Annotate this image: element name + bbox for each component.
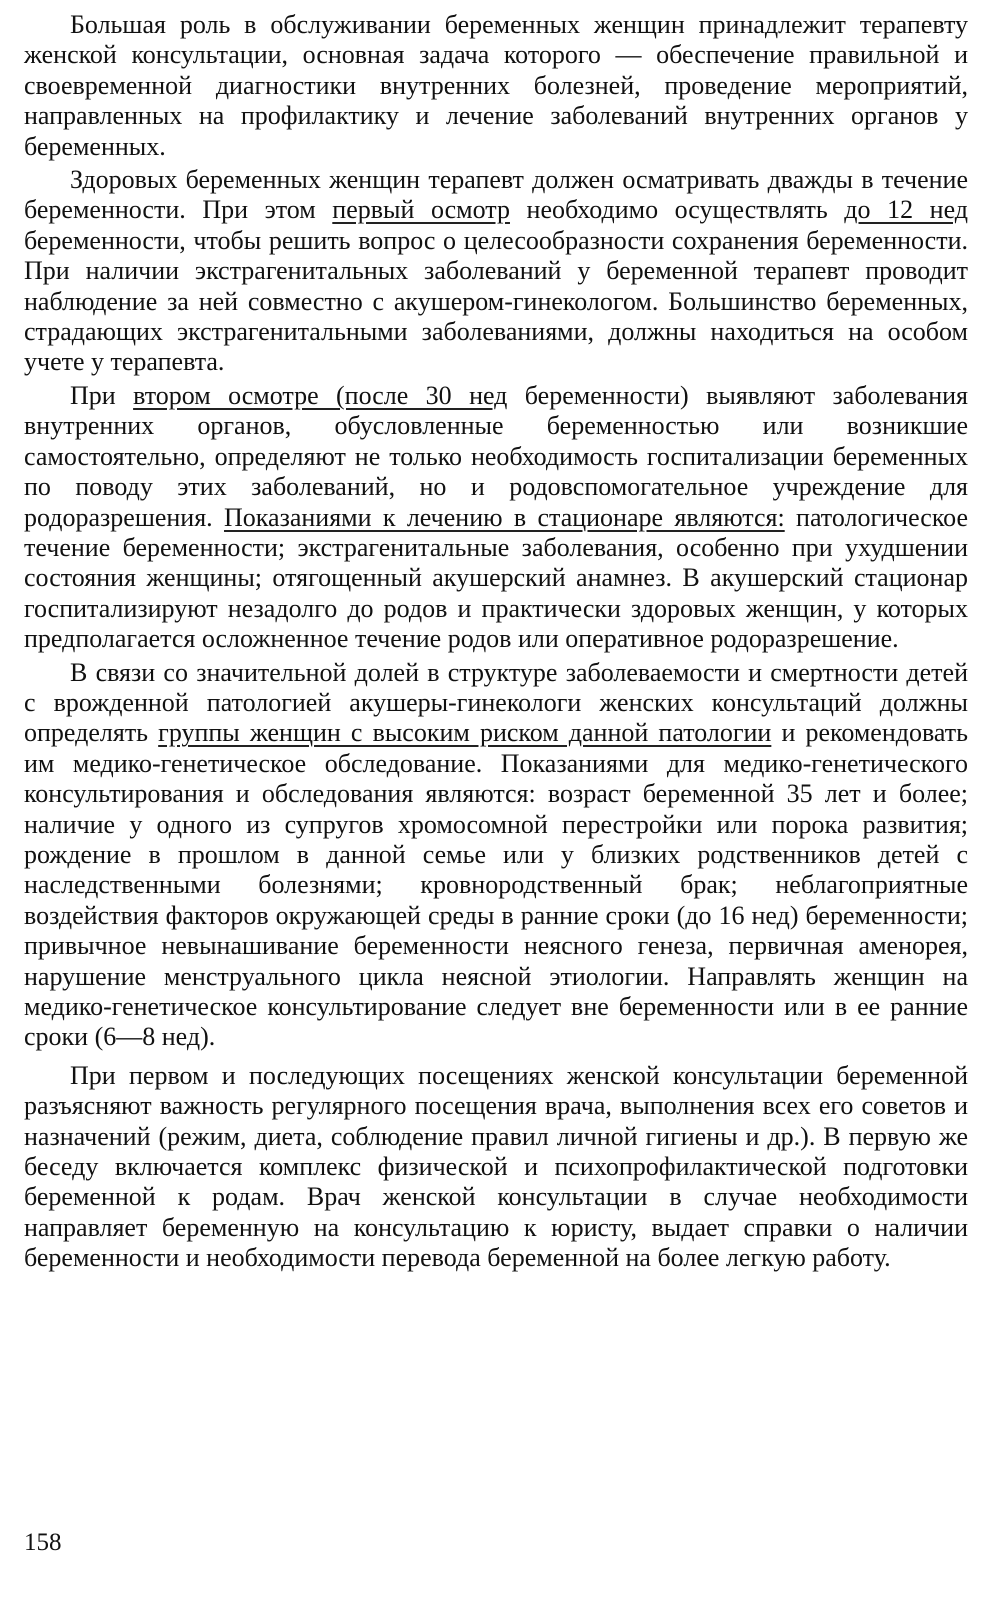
text-segment: При bbox=[70, 380, 134, 410]
document-page bbox=[24, 10, 968, 1590]
paragraph-5 bbox=[24, 1061, 968, 1274]
underlined-passage: до 12 нед bbox=[844, 195, 968, 225]
text-segment: Большая роль в обслуживании беременных женщин принадлежит терапевту женской консультации, основная задача которого — обеспечение правильной и своевременной диагностики внутренних болезней, проведение мероприятий, направленных на профилактику и лечение заболеваний внутренних органов у беременных. bbox=[24, 10, 968, 161]
paragraph-2 bbox=[24, 165, 968, 378]
underlined-passage: группы женщин с высоким риском данной патологии bbox=[158, 718, 772, 748]
text-segment: необходимо осуществлять bbox=[509, 195, 845, 225]
paragraph-1 bbox=[24, 10, 968, 162]
underlined-passage: Показаниями к лечению в стационаре являются: bbox=[224, 502, 785, 532]
text-segment: Здоровых беременных женщин терапевт должен осматривать дважды в течение беременности. При этом bbox=[24, 165, 968, 225]
page-number: 158 bbox=[24, 1529, 62, 1556]
underlined-passage: втором осмотре (после 30 нед bbox=[133, 380, 508, 410]
underlined-passage: первый осмотр bbox=[332, 195, 510, 225]
text-segment: патологическое течение беременности; экстрагенитальные заболевания, особенно при ухудшении состояния женщины; отягощенный акушерский анамнез. В акушерский стационар госпитализируют незадолго до родов и практически здоровых женщин, у которых предполагается осложненное течение родов или оперативное родоразрешение. bbox=[24, 502, 969, 654]
text-segment: В связи со значительной долей в структуре заболеваемости и смертности детей с врожденной патологией акушеры-гинекологи женских консультаций должны определять bbox=[24, 657, 968, 748]
text-segment: беременности) выявляют заболевания внутренних органов, обусловленные беременностью или возникшие самостоятельно, определяют не только необходимость госпитализации беременных по поводу этих заболеваний, но и родовспомогательное учреждение для родоразрешения. bbox=[24, 380, 968, 532]
paragraph-4 bbox=[24, 658, 968, 1053]
paragraph-3 bbox=[24, 381, 968, 655]
text-segment: беременности, чтобы решить вопрос о целесообразности сохранения беременности. При наличии экстрагенитальных заболеваний у беременной терапевт проводит наблюдение за ней совместно с акушером-гинекологом. Большинство беременных, страдающих экстрагенитальными заболеваниями, должны находиться на особом учете у терапевта. bbox=[24, 225, 968, 377]
body-text bbox=[24, 10, 968, 1274]
text-segment: и рекомендовать им медико-генетическое обследование. Показаниями для медико-генетического консультирования и обследования являются: возраст беременной 35 лет и более; наличие у одного из супругов хромосомной перестройки или порока развития; рождение в прошлом в данной семье или у близких родственников детей с наследственными болезнями; кровнородственный брак; неблагоприятные воздействия факторов окружающей среды в ранние сроки (до 16 нед) беременности; привычное невынашивание беременности неясного генеза, первичная аменорея, нарушение менструального цикла неясной этиологии. Направлять женщин на медико-генетическое консультирование следует вне беременности или в ее ранние сроки (6—8 нед). bbox=[24, 718, 968, 1052]
text-segment: При первом и последующих посещениях женской консультации беременной разъясняют важность регулярного посещения врача, выполнения всех его советов и назначений (режим, диета, соблюдение правил личной гигиены и др.). В первую же беседу включается комплекс физической и психопрофилактической подготовки беременной к родам. Врач женской консультации в случае необходимости направляет беременную на консультацию к юристу, выдает справки о наличии беременности и необходимости перевода беременной на более легкую работу. bbox=[24, 1060, 968, 1273]
